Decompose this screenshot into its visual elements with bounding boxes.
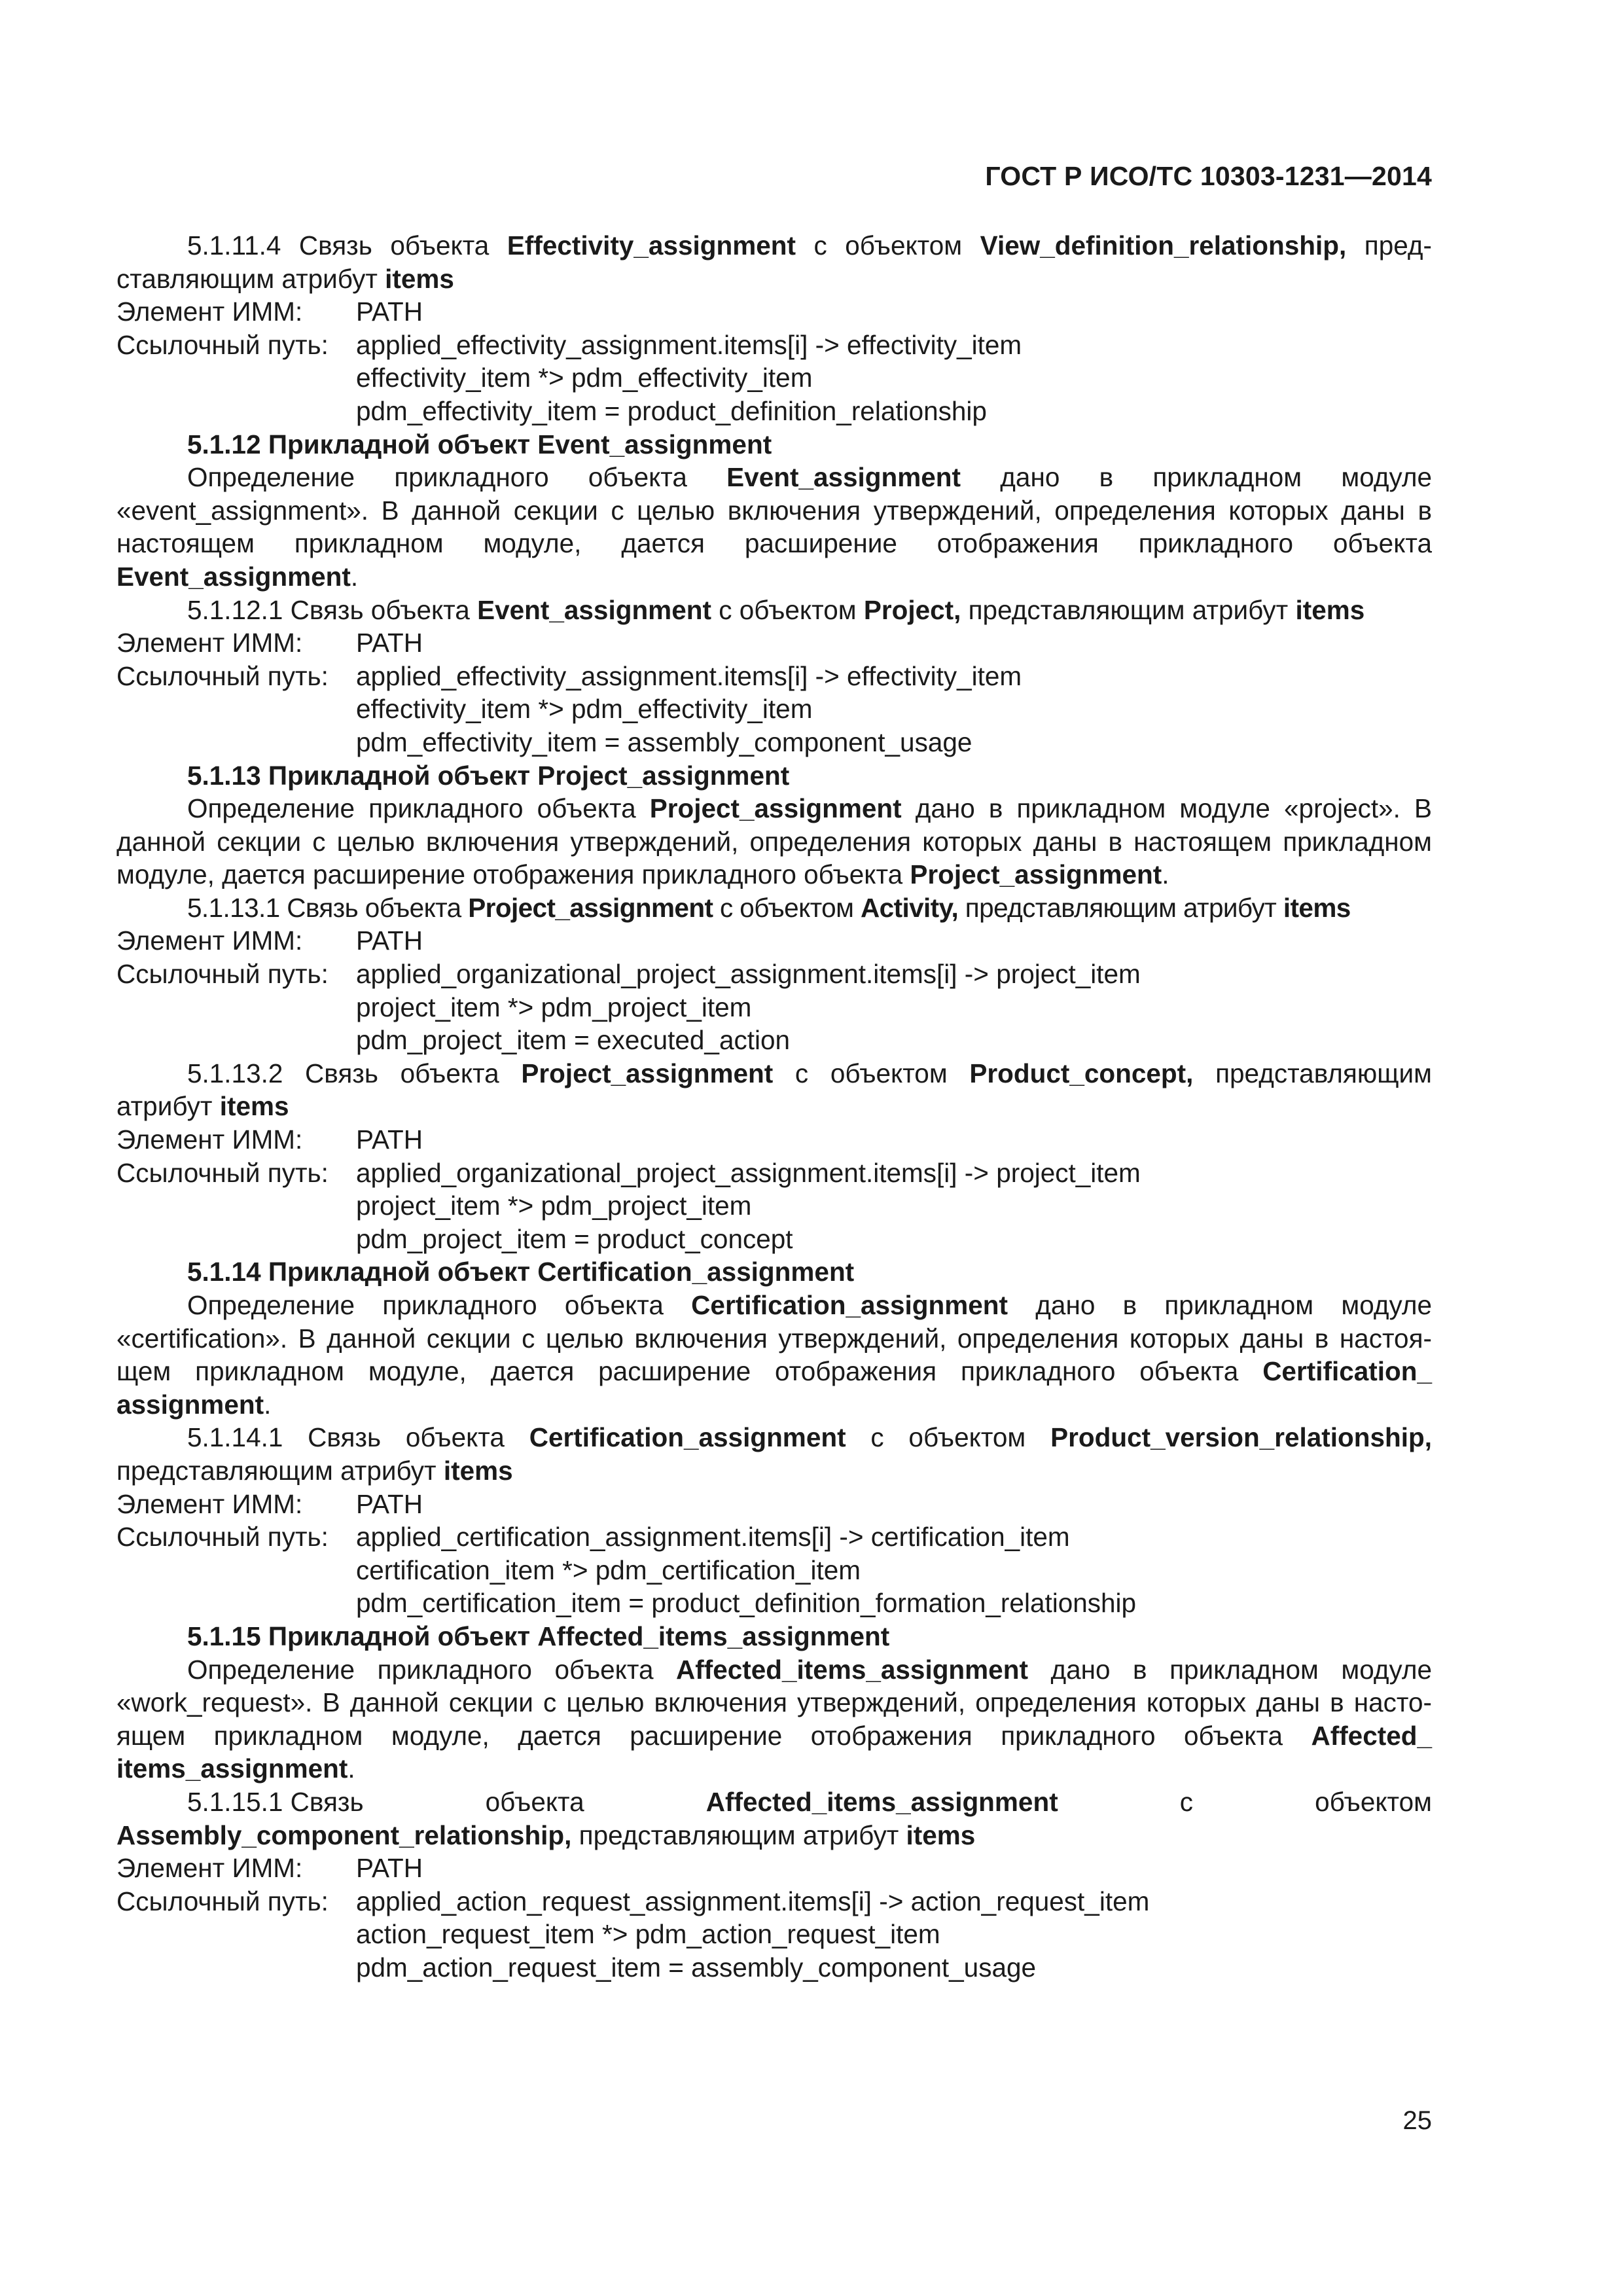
section-heading-5-1-12: 5.1.12 Прикладной объект Event_assignment — [187, 429, 772, 459]
document-body — [116, 229, 1432, 1984]
clause-5-1-12-1: 5.1.12.1 Связь объекта Event_assignment с объектом Project, представляющим атрибут items — [187, 594, 1365, 625]
ref-path-line: effectivity_item *> pdm_effectivity_item — [356, 363, 813, 393]
clause-5-1-13-2: 5.1.13.2 Связь объекта Project_assignment с объектом Product_concept, представляющим атрибут items — [116, 1058, 1432, 1122]
imm-row: Элемент ИММ: PATH — [116, 628, 423, 658]
section-heading-5-1-14: 5.1.14 Прикладной объект Certification_assignment — [187, 1257, 855, 1287]
section-description: Определение прикладного объекта Event_assignment дано в прикладном модуле «event_assignment». В данной секции с целью включения утверждений, определения которых даны в настоящем прикладном модуле, дается расширение отображения прикладного объекта Event_assignment. — [116, 462, 1432, 592]
ref-path-row: Ссылочный путь: applied_organizational_project_assignment.items[i] -> project_item — [116, 1157, 1141, 1188]
ref-path-line: pdm_certification_item = product_definition_formation_relationship — [356, 1588, 1137, 1619]
imm-row: Элемент ИММ: PATH — [116, 1853, 423, 1884]
section-description: Определение прикладного объекта Certification_assignment дано в прикладном модуле «certification». В данной секции с целью включения утверждений, определения которых даны в настоя-щем прикладном модуле, дается расширение отображения прикладного объекта Certification_ assignment. — [116, 1290, 1433, 1420]
section-description: Определение прикладного объекта Affected_items_assignment дано в прикладном модуле «work_request». В данной секции с целью включения утверждений, определения которых даны в насто-ящем прикладном модуле, дается расширение отображения прикладного объекта Affected_ items_assignment. — [116, 1654, 1433, 1784]
ref-path-row: Ссылочный путь: applied_effectivity_assignment.items[i] -> effectivity_item — [116, 329, 1022, 360]
ref-path-row: Ссылочный путь: applied_organizational_project_assignment.items[i] -> project_item — [116, 959, 1141, 990]
ref-path-line: action_request_item *> pdm_action_request_item — [356, 1919, 940, 1950]
section-description: Определение прикладного объекта Project_assignment дано в прикладном модуле «project». В данной секции с целью включения утверждений, определения которых даны в настоящем прикладном модуле, дается расширение отображения прикладного объекта Project_assignment. — [116, 793, 1432, 890]
ref-path-line: pdm_effectivity_item = assembly_component_usage — [356, 726, 972, 757]
section-heading-5-1-13: 5.1.13 Прикладной объект Project_assignment — [187, 760, 790, 791]
clause-5-1-14-1: 5.1.14.1 Связь объекта Certification_assignment с объектом Product_version_relationship, представляющим атрибут items — [116, 1422, 1432, 1486]
imm-row: Элемент ИММ: PATH — [116, 1124, 423, 1155]
clause-5-1-15-1: 5.1.15.1 Связь объекта Affected_items_assignment с объектом — [187, 1786, 1432, 1817]
ref-path-line: pdm_project_item = executed_action — [356, 1025, 791, 1056]
ref-path-row: Ссылочный путь: applied_certification_assignment.items[i] -> certification_item — [116, 1522, 1070, 1552]
ref-path-line: effectivity_item *> pdm_effectivity_item — [356, 694, 813, 725]
ref-path-line: pdm_project_item = product_concept — [356, 1223, 793, 1254]
ref-path-row: Ссылочный путь: applied_effectivity_assignment.items[i] -> effectivity_item — [116, 660, 1022, 691]
ref-path-line: pdm_action_request_item = assembly_component_usage — [356, 1952, 1037, 1982]
clause-5-1-15-1-cont: Assembly_component_relationship, представляющим атрибут items — [116, 1820, 976, 1850]
clause-5-1-13-1: 5.1.13.1 Связь объекта Project_assignment с объектом Activity, представляющим атрибут items — [187, 892, 1351, 923]
imm-row: Элемент ИММ: PATH — [116, 296, 423, 327]
section-heading-5-1-15: 5.1.15 Прикладной объект Affected_items_assignment — [187, 1621, 890, 1651]
page-number: 25 — [1402, 2106, 1432, 2135]
ref-path-line: project_item *> pdm_project_item — [356, 992, 752, 1022]
imm-row: Элемент ИММ: PATH — [116, 1488, 423, 1519]
imm-row: Элемент ИММ: PATH — [116, 925, 423, 956]
ref-path-line: project_item *> pdm_project_item — [356, 1191, 752, 1221]
ref-path-row: Ссылочный путь: applied_action_request_assignment.items[i] -> action_request_item — [116, 1886, 1150, 1916]
clause-5-1-11-4: 5.1.11.4 Связь объекта Effectivity_assignment с объектом View_definition_relationship, пред-ставляющим атрибут items — [116, 230, 1432, 294]
ref-path-line: certification_item *> pdm_certification_item — [356, 1554, 861, 1585]
document-header: ГОСТ Р ИСО/ТС 10303-1231—2014 — [985, 161, 1432, 191]
ref-path-line: pdm_effectivity_item = product_definition_relationship — [356, 395, 987, 426]
